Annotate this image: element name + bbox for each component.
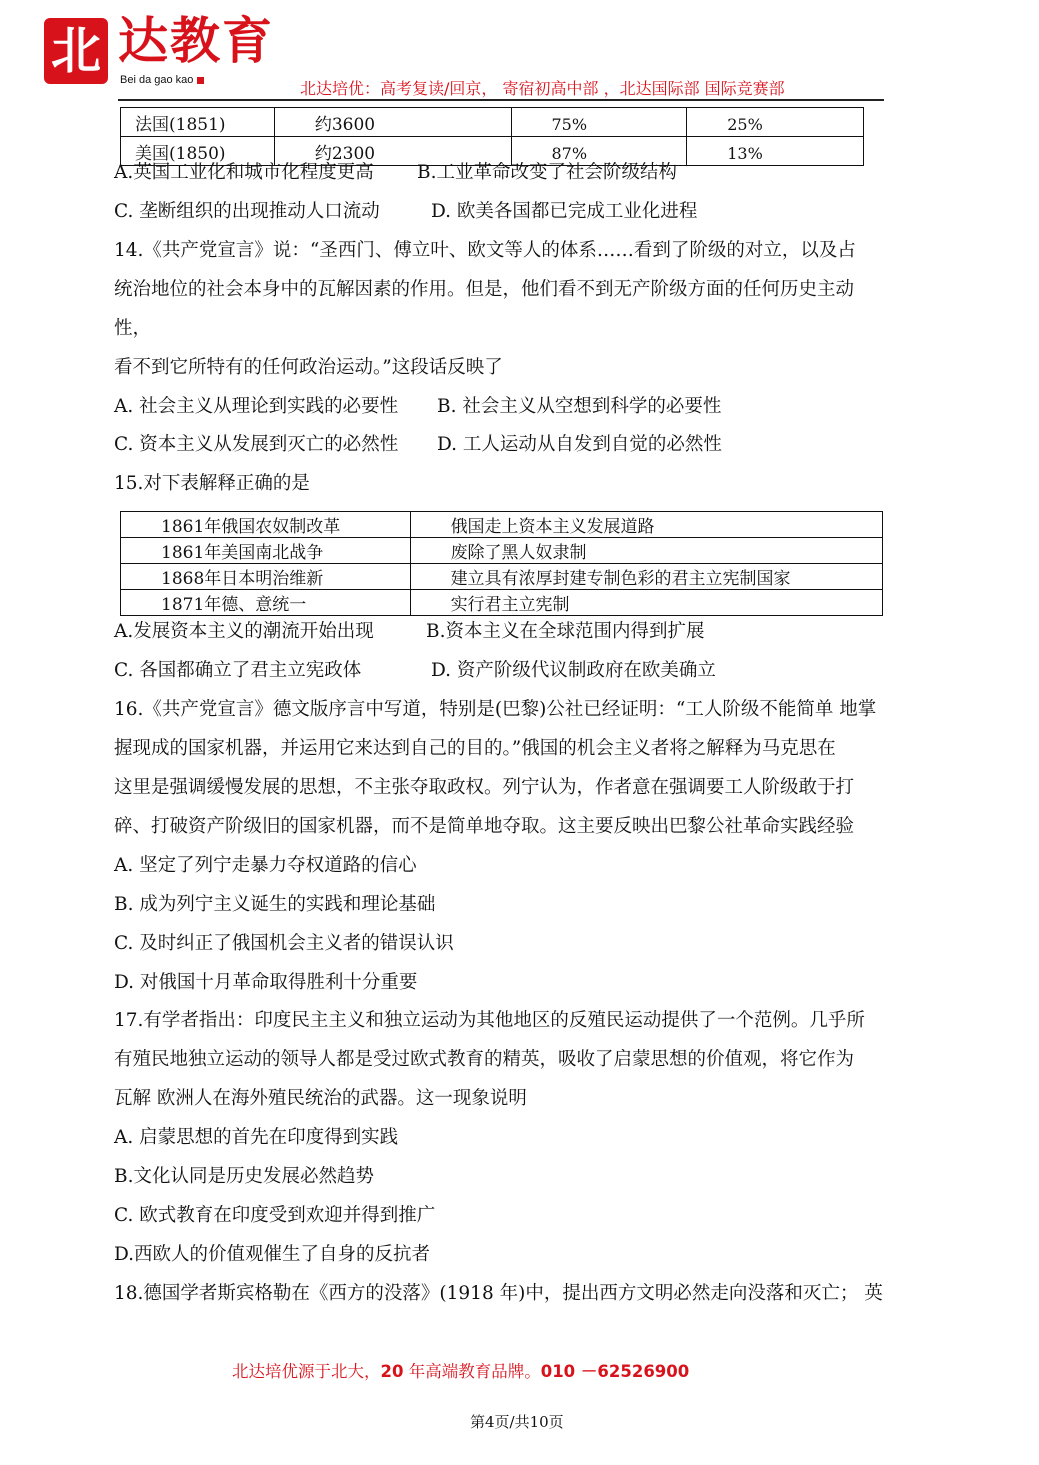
table-cell: 废除了黑人奴隶制 [410,538,882,564]
q15-option-row-1 [114,621,705,642]
footer-brand-text: 北达培优源于北大， [232,1362,381,1381]
table-row [121,512,883,538]
footer-brand [232,1358,689,1382]
q17-option-a: A. 启蒙思想的首先在印度得到实践 [114,1127,399,1148]
q16-stem-line: 握现成的国家机器，并运用它来达到自己的目的。”俄国的机会主义者将之解释为马克思在 [114,738,836,759]
q15-stem: 15.对下表解释正确的是 [114,473,310,494]
table-cell: 实行君主立宪制 [410,590,882,616]
table-cell: 13% [687,137,864,166]
table-cell: 约2300 [274,137,511,166]
reform-events-table [120,511,883,616]
q13-option-row-2 [114,201,698,222]
q15-option-a: A.发展资本主义的潮流开始出现 [114,621,374,642]
q14-stem-line: 统治地位的社会本身中的瓦解因素的作用。但是，他们看不到无产阶级方面的任何历史主动 [114,279,855,300]
q14-stem-line: 性， [114,318,152,339]
q14-option-d: D. 工人运动从自发到自觉的必然性 [437,434,722,455]
q16-option-d: D. 对俄国十月革命取得胜利十分重要 [114,972,418,993]
q13-option-c: C. 垄断组织的出现推动人口流动 [114,201,380,222]
q16-option-a: A. 坚定了列宁走暴力夺权道路的信心 [114,855,417,876]
logo-name: 达教育 [118,11,274,70]
table-cell: 约3600 [274,108,511,137]
table-cell: 87% [511,137,687,166]
q13-option-row-1 [114,162,677,183]
footer-brand-text-2: 年高端教育品牌。 [403,1362,541,1381]
q14-option-row-2 [114,434,722,455]
table-cell: 1861年俄国农奴制改革 [121,512,411,538]
q15-option-c: C. 各国都确立了君主立宪政体 [114,660,362,681]
q17-option-d: D.西欧人的价值观催生了自身的反抗者 [114,1244,431,1265]
q17-stem-line: 17.有学者指出：印度民主主义和独立运动为其他地区的反殖民运动提供了一个范例。几乎所 [114,1010,865,1031]
q16-option-b: B. 成为列宁主义诞生的实践和理论基础 [114,894,436,915]
q13-option-b: B.工业革命改变了社会阶级结构 [417,162,677,183]
table-cell: 俄国走上资本主义发展道路 [410,512,882,538]
q16-stem-line: 碎、打破资产阶级旧的国家机器，而不是简单地夺取。这主要反映出巴黎公社革命实践经验 [114,816,855,837]
footer-phone: 010 －62526900 [540,1362,690,1381]
table-cell: 1871年德、意统一 [121,590,411,616]
table-row [121,108,864,137]
table-row [121,590,883,616]
footer-brand-years: 20 [380,1362,404,1381]
q16-option-c: C. 及时纠正了俄国机会主义者的错误认识 [114,933,454,954]
table-cell: 25% [687,108,864,137]
q15-option-row-2 [114,660,716,681]
logo-pinyin [120,74,204,86]
q13-option-d: D. 欧美各国都已完成工业化进程 [431,201,698,222]
q13-option-a: A.英国工业化和城市化程度更高 [114,162,374,183]
page-number: 第4页/共10页 [470,1413,564,1431]
header-tagline: 北达培优：高考复读/回京， 寄宿初高中部 ，北达国际部 国际竞赛部 [300,79,785,98]
table-cell: 1868年日本明治维新 [121,564,411,590]
q17-stem-line: 瓦解 欧洲人在海外殖民统治的武器。这一现象说明 [114,1088,527,1109]
header-divider [118,99,884,101]
logo-pinyin-text: Bei da gao kao [120,74,194,86]
q14-stem-line: 14.《共产党宣言》说：“圣西门、傅立叶、欧文等人的体系……看到了阶级的对立，以及占 [114,240,856,261]
table-cell: 法国(1851) [121,108,275,137]
table-cell: 1861年美国南北战争 [121,538,411,564]
logo-mark: 北 [44,18,108,84]
q14-stem-line: 看不到它所特有的任何政治运动。”这段话反映了 [114,357,503,378]
table-row [121,538,883,564]
table-cell: 75% [511,108,687,137]
q14-option-row-1 [114,396,722,417]
q15-option-b: B.资本主义在全球范围内得到扩展 [426,621,705,642]
q14-option-a: A. 社会主义从理论到实践的必要性 [114,396,399,417]
q18-stem-line: 18.德国学者斯宾格勒在《西方的没落》(1918 年)中，提出西方文明必然走向没落和灭亡； 英 [114,1283,883,1304]
q16-stem-line: 这里是强调缓慢发展的思想，不主张夺取政权。列宁认为，作者意在强调要工人阶级敢于打 [114,777,855,798]
logo-square-icon [197,77,204,84]
q14-option-b: B. 社会主义从空想到科学的必要性 [437,396,722,417]
table-row [121,564,883,590]
q17-stem-line: 有殖民地独立运动的领导人都是受过欧式教育的精英，吸收了启蒙思想的价值观，将它作为 [114,1049,855,1070]
table-cell: 美国(1850) [121,137,275,166]
q16-stem-line: 16.《共产党宣言》德文版序言中写道，特别是(巴黎)公社已经证明：“工人阶级不能简单 地掌 [114,699,877,720]
q15-option-d: D. 资产阶级代议制政府在欧美确立 [431,660,716,681]
q17-option-c: C. 欧式教育在印度受到欢迎并得到推广 [114,1205,436,1226]
q17-option-b: B.文化认同是历史发展必然趋势 [114,1166,374,1187]
table-cell: 建立具有浓厚封建专制色彩的君主立宪制国家 [410,564,882,590]
q14-option-c: C. 资本主义从发展到灭亡的必然性 [114,434,399,455]
urban-population-table [120,107,864,166]
